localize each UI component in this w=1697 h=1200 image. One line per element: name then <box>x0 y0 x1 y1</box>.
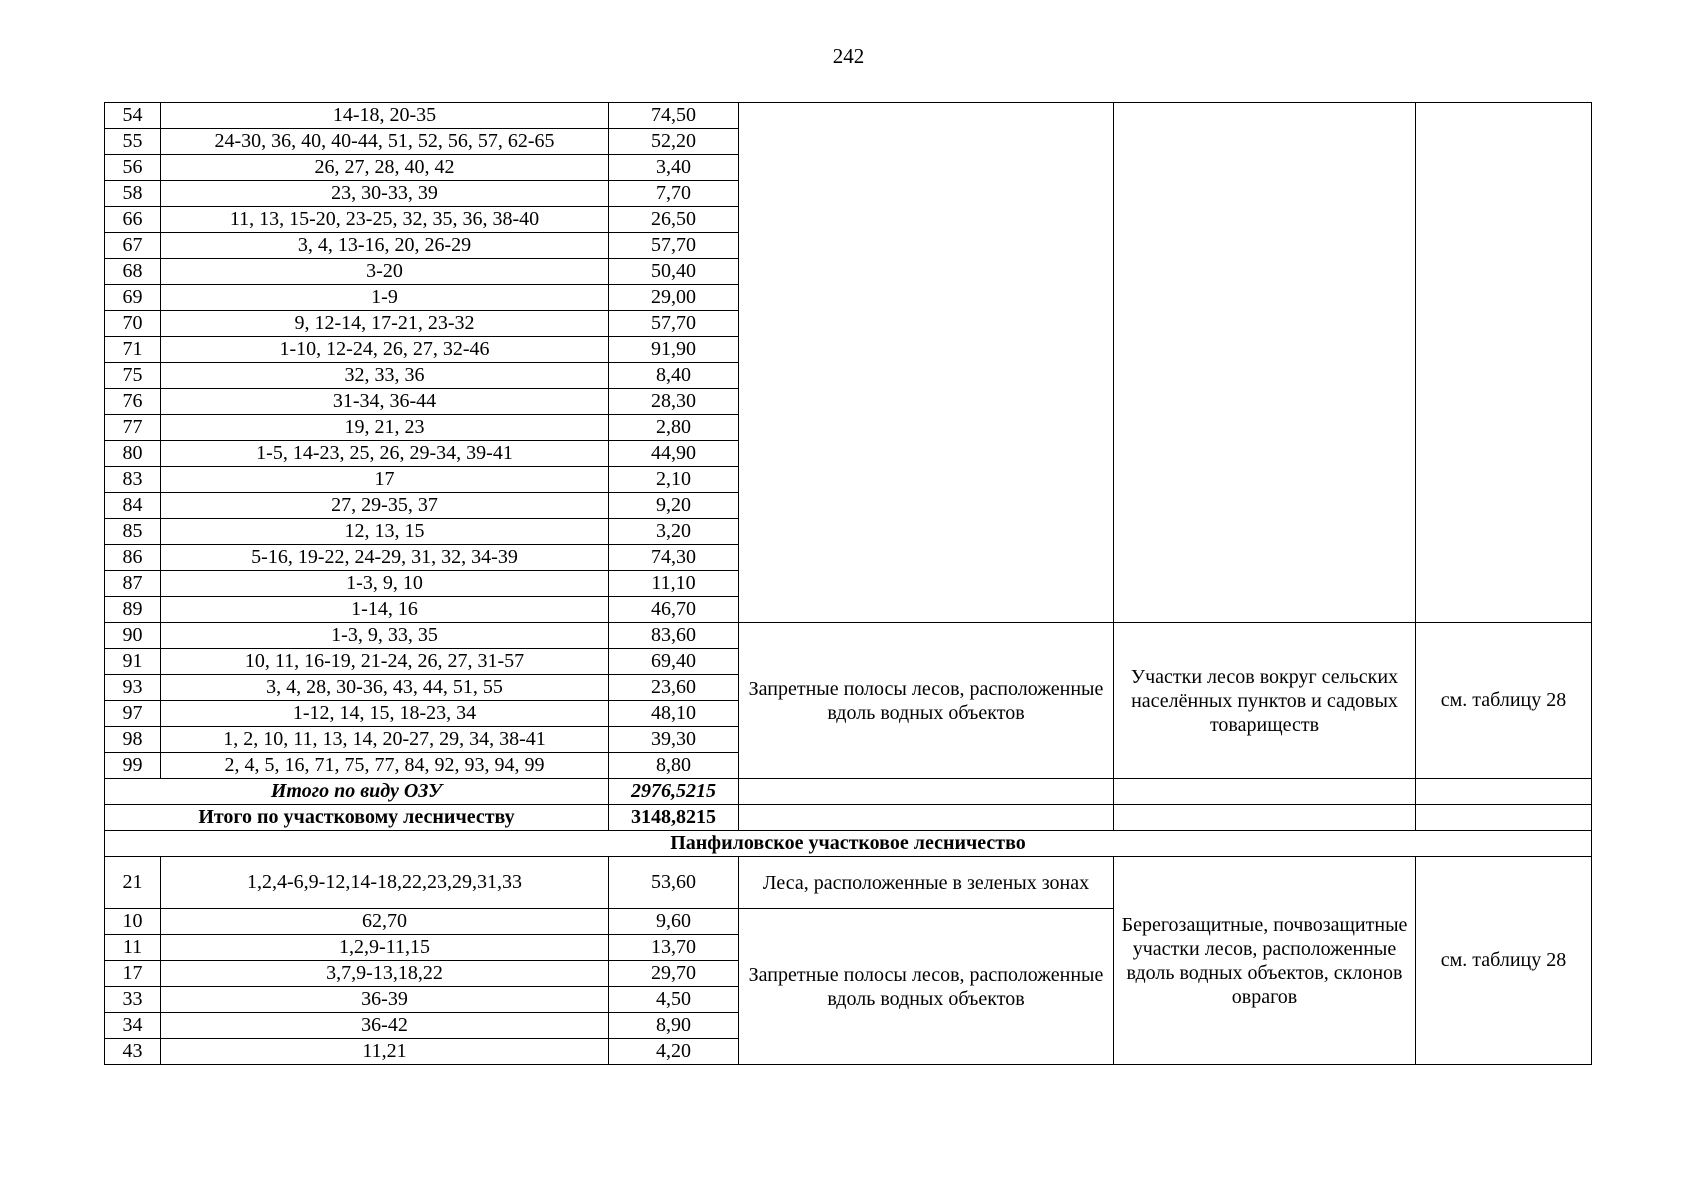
total-ozu-label: Итого по виду ОЗУ <box>105 779 609 805</box>
quarter-number-cell: 70 <box>105 311 161 337</box>
table-row <box>105 857 1592 909</box>
area-cell: 23,60 <box>609 675 739 701</box>
allotments-cell: 26, 27, 28, 40, 42 <box>161 155 609 181</box>
quarter-number-cell: 93 <box>105 675 161 701</box>
area-cell: 8,90 <box>609 1013 739 1039</box>
allotments-cell: 27, 29-35, 37 <box>161 493 609 519</box>
purpose-cell: Берегозащитные, почвозащитные участки лесов, расположенные вдоль водных объектов, склонов оврагов <box>1114 857 1416 1065</box>
allotments-cell: 1-3, 9, 33, 35 <box>161 623 609 649</box>
reference-cell: см. таблицу 28 <box>1416 857 1592 1065</box>
area-cell: 13,70 <box>609 935 739 961</box>
allotments-cell: 1-3, 9, 10 <box>161 571 609 597</box>
quarter-number-cell: 21 <box>105 857 161 909</box>
allotments-cell: 24-30, 36, 40, 40-44, 51, 52, 56, 57, 62-65 <box>161 129 609 155</box>
quarter-number-cell: 71 <box>105 337 161 363</box>
reference-cell: см. таблицу 28 <box>1416 623 1592 779</box>
empty-cell <box>739 779 1114 805</box>
area-cell: 52,20 <box>609 129 739 155</box>
quarter-number-cell: 89 <box>105 597 161 623</box>
quarter-number-cell: 67 <box>105 233 161 259</box>
quarter-number-cell: 97 <box>105 701 161 727</box>
table-row <box>105 831 1592 857</box>
total-district-label: Итого по участковому лесничеству <box>105 805 609 831</box>
allotments-cell: 1,2,4-6,9-12,14-18,22,23,29,31,33 <box>161 857 609 909</box>
area-cell: 9,20 <box>609 493 739 519</box>
allotments-cell: 3-20 <box>161 259 609 285</box>
allotments-cell: 3,7,9-13,18,22 <box>161 961 609 987</box>
allotments-cell: 1-10, 12-24, 26, 27, 32-46 <box>161 337 609 363</box>
total-ozu-value: 2976,5215 <box>609 779 739 805</box>
area-cell: 74,50 <box>609 103 739 129</box>
quarter-number-cell: 84 <box>105 493 161 519</box>
quarter-number-cell: 55 <box>105 129 161 155</box>
quarter-number-cell: 87 <box>105 571 161 597</box>
quarter-number-cell: 66 <box>105 207 161 233</box>
allotments-cell: 11, 13, 15-20, 23-25, 32, 35, 36, 38-40 <box>161 207 609 233</box>
quarter-number-cell: 34 <box>105 1013 161 1039</box>
table-row <box>105 779 1592 805</box>
area-cell: 3,20 <box>609 519 739 545</box>
empty-cell <box>1416 779 1592 805</box>
allotments-cell: 1-14, 16 <box>161 597 609 623</box>
empty-cell <box>1416 805 1592 831</box>
table-body <box>105 103 1592 1065</box>
area-cell: 44,90 <box>609 441 739 467</box>
quarter-number-cell: 11 <box>105 935 161 961</box>
allotments-cell: 17 <box>161 467 609 493</box>
table-row <box>105 805 1592 831</box>
area-cell: 2,80 <box>609 415 739 441</box>
quarter-number-cell: 83 <box>105 467 161 493</box>
allotments-cell: 3, 4, 28, 30-36, 43, 44, 51, 55 <box>161 675 609 701</box>
area-cell: 11,10 <box>609 571 739 597</box>
area-cell: 57,70 <box>609 311 739 337</box>
purpose-cell-empty <box>1114 103 1416 623</box>
area-cell: 4,20 <box>609 1039 739 1065</box>
category-cell: Запретные полосы лесов, расположенные вдоль водных объектов <box>739 623 1114 779</box>
quarter-number-cell: 80 <box>105 441 161 467</box>
allotments-cell: 19, 21, 23 <box>161 415 609 441</box>
area-cell: 2,10 <box>609 467 739 493</box>
area-cell: 57,70 <box>609 233 739 259</box>
allotments-cell: 2, 4, 5, 16, 71, 75, 77, 84, 92, 93, 94, 99 <box>161 753 609 779</box>
area-cell: 26,50 <box>609 207 739 233</box>
area-cell: 50,40 <box>609 259 739 285</box>
quarter-number-cell: 75 <box>105 363 161 389</box>
allotments-cell: 62,70 <box>161 909 609 935</box>
quarter-number-cell: 98 <box>105 727 161 753</box>
quarter-number-cell: 91 <box>105 649 161 675</box>
quarter-number-cell: 76 <box>105 389 161 415</box>
area-cell: 83,60 <box>609 623 739 649</box>
area-cell: 8,40 <box>609 363 739 389</box>
allotments-cell: 36-39 <box>161 987 609 1013</box>
allotments-cell: 23, 30-33, 39 <box>161 181 609 207</box>
area-cell: 48,10 <box>609 701 739 727</box>
category-cell-empty <box>739 103 1114 623</box>
quarter-number-cell: 54 <box>105 103 161 129</box>
quarter-number-cell: 85 <box>105 519 161 545</box>
area-cell: 69,40 <box>609 649 739 675</box>
allotments-cell: 1, 2, 10, 11, 13, 14, 20-27, 29, 34, 38-41 <box>161 727 609 753</box>
allotments-cell: 12, 13, 15 <box>161 519 609 545</box>
area-cell: 91,90 <box>609 337 739 363</box>
quarter-number-cell: 43 <box>105 1039 161 1065</box>
page-number: 242 <box>832 44 865 68</box>
area-cell: 53,60 <box>609 857 739 909</box>
allotments-cell: 11,21 <box>161 1039 609 1065</box>
quarter-number-cell: 58 <box>105 181 161 207</box>
allotments-cell: 3, 4, 13-16, 20, 26-29 <box>161 233 609 259</box>
quarter-number-cell: 68 <box>105 259 161 285</box>
table-row <box>105 103 1592 129</box>
total-district-value: 3148,8215 <box>609 805 739 831</box>
forest-areas-table <box>104 102 1592 1065</box>
allotments-cell: 1-12, 14, 15, 18-23, 34 <box>161 701 609 727</box>
allotments-cell: 36-42 <box>161 1013 609 1039</box>
allotments-cell: 14-18, 20-35 <box>161 103 609 129</box>
area-cell: 29,70 <box>609 961 739 987</box>
quarter-number-cell: 17 <box>105 961 161 987</box>
quarter-number-cell: 56 <box>105 155 161 181</box>
area-cell: 39,30 <box>609 727 739 753</box>
empty-cell <box>739 805 1114 831</box>
quarter-number-cell: 69 <box>105 285 161 311</box>
quarter-number-cell: 99 <box>105 753 161 779</box>
allotments-cell: 1-9 <box>161 285 609 311</box>
area-cell: 4,50 <box>609 987 739 1013</box>
section-title: Панфиловское участковое лесничество <box>105 831 1592 857</box>
area-cell: 9,60 <box>609 909 739 935</box>
category-cell: Запретные полосы лесов, расположенные вдоль водных объектов <box>739 909 1114 1065</box>
allotments-cell: 9, 12-14, 17-21, 23-32 <box>161 311 609 337</box>
allotments-cell: 10, 11, 16-19, 21-24, 26, 27, 31-57 <box>161 649 609 675</box>
quarter-number-cell: 33 <box>105 987 161 1013</box>
area-cell: 29,00 <box>609 285 739 311</box>
area-cell: 8,80 <box>609 753 739 779</box>
quarter-number-cell: 90 <box>105 623 161 649</box>
area-cell: 46,70 <box>609 597 739 623</box>
allotments-cell: 5-16, 19-22, 24-29, 31, 32, 34-39 <box>161 545 609 571</box>
empty-cell <box>1114 779 1416 805</box>
reference-cell-empty <box>1416 103 1592 623</box>
allotments-cell: 31-34, 36-44 <box>161 389 609 415</box>
allotments-cell: 32, 33, 36 <box>161 363 609 389</box>
category-cell: Леса, расположенные в зеленых зонах <box>739 857 1114 909</box>
allotments-cell: 1,2,9-11,15 <box>161 935 609 961</box>
area-cell: 3,40 <box>609 155 739 181</box>
empty-cell <box>1114 805 1416 831</box>
area-cell: 74,30 <box>609 545 739 571</box>
quarter-number-cell: 86 <box>105 545 161 571</box>
purpose-cell: Участки лесов вокруг сельских населённых пунктов и садовых товариществ <box>1114 623 1416 779</box>
table-row <box>105 623 1592 649</box>
area-cell: 7,70 <box>609 181 739 207</box>
allotments-cell: 1-5, 14-23, 25, 26, 29-34, 39-41 <box>161 441 609 467</box>
area-cell: 28,30 <box>609 389 739 415</box>
quarter-number-cell: 10 <box>105 909 161 935</box>
quarter-number-cell: 77 <box>105 415 161 441</box>
